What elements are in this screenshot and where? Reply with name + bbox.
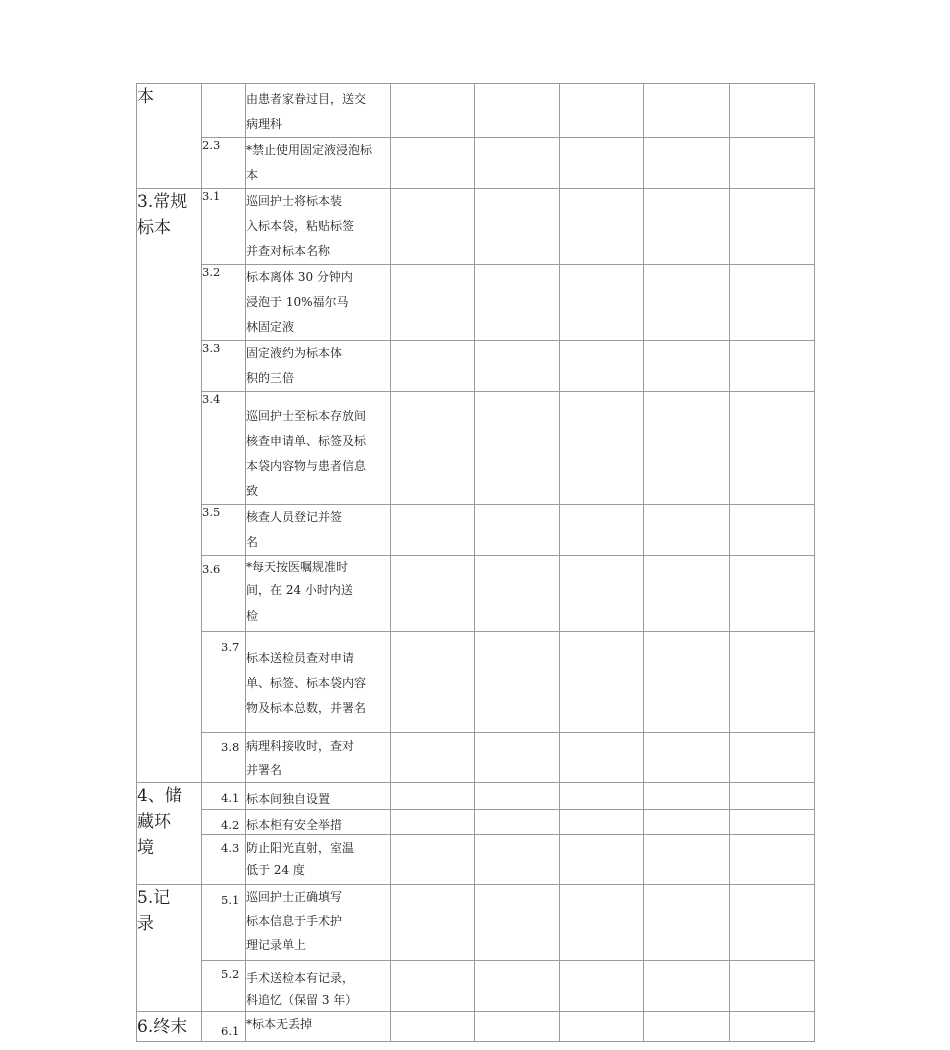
- blank-cell: [475, 265, 560, 341]
- blank-cell: [730, 1012, 815, 1042]
- table-row: [137, 138, 815, 189]
- item-number-cell: 3.5: [202, 505, 246, 556]
- blank-cell: [391, 733, 475, 783]
- blank-cell: [644, 265, 730, 341]
- table-row: [137, 783, 815, 810]
- blank-cell: [730, 265, 815, 341]
- blank-cell: [730, 632, 815, 733]
- blank-cell: [730, 733, 815, 783]
- blank-cell: [475, 505, 560, 556]
- blank-cell: [475, 835, 560, 885]
- blank-cell: [560, 189, 644, 265]
- description-line: 致: [246, 484, 259, 498]
- blank-cell: [391, 265, 475, 341]
- table-row: [137, 392, 815, 505]
- description-line: 标本间独自设置: [246, 792, 331, 806]
- item-number-cell: 5.1: [202, 885, 246, 961]
- description-line: 标本送检员查对申请: [246, 651, 355, 665]
- item-description-cell: [246, 835, 391, 885]
- description-line: 单、标签、标本袋内容: [246, 676, 367, 690]
- blank-cell: [644, 961, 730, 1012]
- blank-cell: [730, 392, 815, 505]
- description-line: 林固定液: [246, 320, 295, 334]
- blank-cell: [391, 189, 475, 265]
- blank-cell: [560, 505, 644, 556]
- description-line: 检: [246, 609, 259, 623]
- table-row: [137, 341, 815, 392]
- item-description-cell: [246, 632, 391, 733]
- blank-cell: [560, 835, 644, 885]
- blank-cell: [644, 835, 730, 885]
- blank-cell: [730, 556, 815, 632]
- description-line: 本: [246, 168, 259, 182]
- description-line: *禁止使用固定液浸泡标: [246, 143, 373, 157]
- blank-cell: [475, 961, 560, 1012]
- item-number-cell: 4.2: [202, 810, 246, 835]
- description-line: 名: [246, 535, 259, 549]
- blank-cell: [475, 556, 560, 632]
- blank-cell: [644, 341, 730, 392]
- item-description-cell: [246, 392, 391, 505]
- blank-cell: [560, 265, 644, 341]
- category-label: 录: [137, 914, 154, 934]
- description-line: 病理科: [246, 117, 283, 131]
- category-label: 5.记: [137, 888, 171, 908]
- blank-cell: [730, 810, 815, 835]
- blank-cell: [391, 341, 475, 392]
- blank-cell: [391, 392, 475, 505]
- blank-cell: [730, 84, 815, 138]
- blank-cell: [475, 341, 560, 392]
- description-line: 本袋内容物与患者信息: [246, 459, 367, 473]
- table-row: [137, 1012, 815, 1042]
- category-label: 3.常规: [137, 192, 188, 212]
- category-label: 标本: [137, 218, 171, 238]
- description-line: 并署名: [246, 763, 283, 777]
- category-label: 6.终末: [137, 1017, 188, 1037]
- description-line: 标本信息于手术护: [246, 914, 343, 928]
- table-row: [137, 885, 815, 961]
- blank-cell: [644, 783, 730, 810]
- item-number-cell: 3.4: [202, 392, 246, 505]
- blank-cell: [644, 505, 730, 556]
- description-line: 积的三倍: [246, 371, 295, 385]
- item-description-cell: [246, 265, 391, 341]
- blank-cell: [730, 138, 815, 189]
- description-line: 手术送检本有记录，: [246, 971, 355, 985]
- category-cell: [137, 885, 202, 1012]
- category-cell: [137, 84, 202, 189]
- blank-cell: [560, 556, 644, 632]
- blank-cell: [475, 885, 560, 961]
- blank-cell: [391, 885, 475, 961]
- blank-cell: [391, 632, 475, 733]
- blank-cell: [475, 810, 560, 835]
- category-label: 本: [137, 87, 154, 107]
- description-line: 理记录单上: [246, 938, 307, 952]
- description-line: 病理科接收时，查对: [246, 739, 355, 753]
- item-description-cell: [246, 783, 391, 810]
- blank-cell: [560, 783, 644, 810]
- blank-cell: [475, 1012, 560, 1042]
- category-cell: [137, 189, 202, 783]
- description-line: 低于 24 度: [246, 863, 305, 877]
- description-line: 入标本袋，粘贴标签: [246, 219, 355, 233]
- blank-cell: [391, 556, 475, 632]
- item-number-cell: 3.2: [202, 265, 246, 341]
- blank-cell: [475, 189, 560, 265]
- description-line: 物及标本总数，并署名: [246, 701, 367, 715]
- item-description-cell: [246, 885, 391, 961]
- item-number-cell: 4.1: [202, 783, 246, 810]
- description-line: 巡回护士正确填写: [246, 890, 343, 904]
- item-number-cell: 6.1: [202, 1012, 246, 1042]
- description-line: 科追忆（保留 3 年）: [246, 993, 358, 1007]
- description-line: 标本柜有安全举措: [246, 818, 343, 832]
- item-description-cell: [246, 84, 391, 138]
- item-number-cell: 3.1: [202, 189, 246, 265]
- blank-cell: [644, 632, 730, 733]
- table-row: [137, 265, 815, 341]
- table-row: [137, 84, 815, 138]
- item-description-cell: [246, 341, 391, 392]
- blank-cell: [560, 961, 644, 1012]
- blank-cell: [644, 138, 730, 189]
- blank-cell: [391, 1012, 475, 1042]
- blank-cell: [475, 138, 560, 189]
- item-description-cell: [246, 189, 391, 265]
- blank-cell: [475, 632, 560, 733]
- blank-cell: [560, 810, 644, 835]
- description-line: *标本无丢掉: [246, 1017, 313, 1031]
- item-number-cell: [202, 84, 246, 138]
- table-row: [137, 632, 815, 733]
- description-line: 间，在 24 小时内送: [246, 583, 353, 597]
- item-description-cell: [246, 556, 391, 632]
- description-line: 标本离体 30 分钟内: [246, 270, 353, 284]
- description-line: 并查对标本名称: [246, 244, 331, 258]
- item-number-cell: 3.8: [202, 733, 246, 783]
- description-line: 固定液约为标本体: [246, 346, 343, 360]
- item-description-cell: [246, 138, 391, 189]
- description-line: 巡回护士至标本存放间: [246, 409, 367, 423]
- description-line: 防止阳光直射，室温: [246, 841, 355, 855]
- blank-cell: [730, 505, 815, 556]
- blank-cell: [644, 1012, 730, 1042]
- category-cell: [137, 1012, 202, 1042]
- specimen-checklist-table: [136, 83, 815, 1042]
- blank-cell: [391, 783, 475, 810]
- item-description-cell: [246, 810, 391, 835]
- blank-cell: [560, 885, 644, 961]
- blank-cell: [644, 810, 730, 835]
- item-description-cell: [246, 1012, 391, 1042]
- item-number-cell: 5.2: [202, 961, 246, 1012]
- blank-cell: [560, 733, 644, 783]
- category-label: 藏环: [137, 812, 171, 832]
- description-line: 浸泡于 10%福尔马: [246, 295, 349, 309]
- blank-cell: [391, 961, 475, 1012]
- item-description-cell: [246, 505, 391, 556]
- item-description-cell: [246, 961, 391, 1012]
- item-description-cell: [246, 733, 391, 783]
- category-label: 4、储: [137, 786, 182, 806]
- description-line: 由患者家眷过目，送交: [246, 92, 367, 106]
- blank-cell: [560, 138, 644, 189]
- blank-cell: [475, 783, 560, 810]
- blank-cell: [391, 505, 475, 556]
- description-line: 核查人员登记并签: [246, 510, 343, 524]
- blank-cell: [560, 392, 644, 505]
- blank-cell: [730, 835, 815, 885]
- table-row: [137, 810, 815, 835]
- category-cell: [137, 783, 202, 885]
- blank-cell: [730, 961, 815, 1012]
- blank-cell: [730, 189, 815, 265]
- blank-cell: [560, 341, 644, 392]
- blank-cell: [391, 810, 475, 835]
- blank-cell: [730, 783, 815, 810]
- blank-cell: [475, 84, 560, 138]
- item-number-cell: 3.3: [202, 341, 246, 392]
- description-line: *每天按医嘱规准时: [246, 560, 349, 574]
- blank-cell: [475, 392, 560, 505]
- item-number-cell: 3.6: [202, 556, 246, 632]
- item-number-cell: 2.3: [202, 138, 246, 189]
- blank-cell: [730, 885, 815, 961]
- blank-cell: [644, 392, 730, 505]
- blank-cell: [560, 1012, 644, 1042]
- blank-cell: [644, 556, 730, 632]
- item-number-cell: 3.7: [202, 632, 246, 733]
- table-row: [137, 733, 815, 783]
- category-label: 境: [137, 838, 154, 858]
- description-line: 巡回护士将标本装: [246, 194, 343, 208]
- blank-cell: [391, 138, 475, 189]
- blank-cell: [644, 189, 730, 265]
- blank-cell: [391, 84, 475, 138]
- blank-cell: [391, 835, 475, 885]
- table-row: [137, 556, 815, 632]
- blank-cell: [475, 733, 560, 783]
- table-row: [137, 189, 815, 265]
- blank-cell: [644, 84, 730, 138]
- blank-cell: [730, 341, 815, 392]
- blank-cell: [644, 885, 730, 961]
- table-row: [137, 961, 815, 1012]
- table-row: [137, 505, 815, 556]
- description-line: 核查申请单、标签及标: [246, 434, 367, 448]
- blank-cell: [560, 632, 644, 733]
- item-number-cell: 4.3: [202, 835, 246, 885]
- table-row: [137, 835, 815, 885]
- blank-cell: [560, 84, 644, 138]
- blank-cell: [644, 733, 730, 783]
